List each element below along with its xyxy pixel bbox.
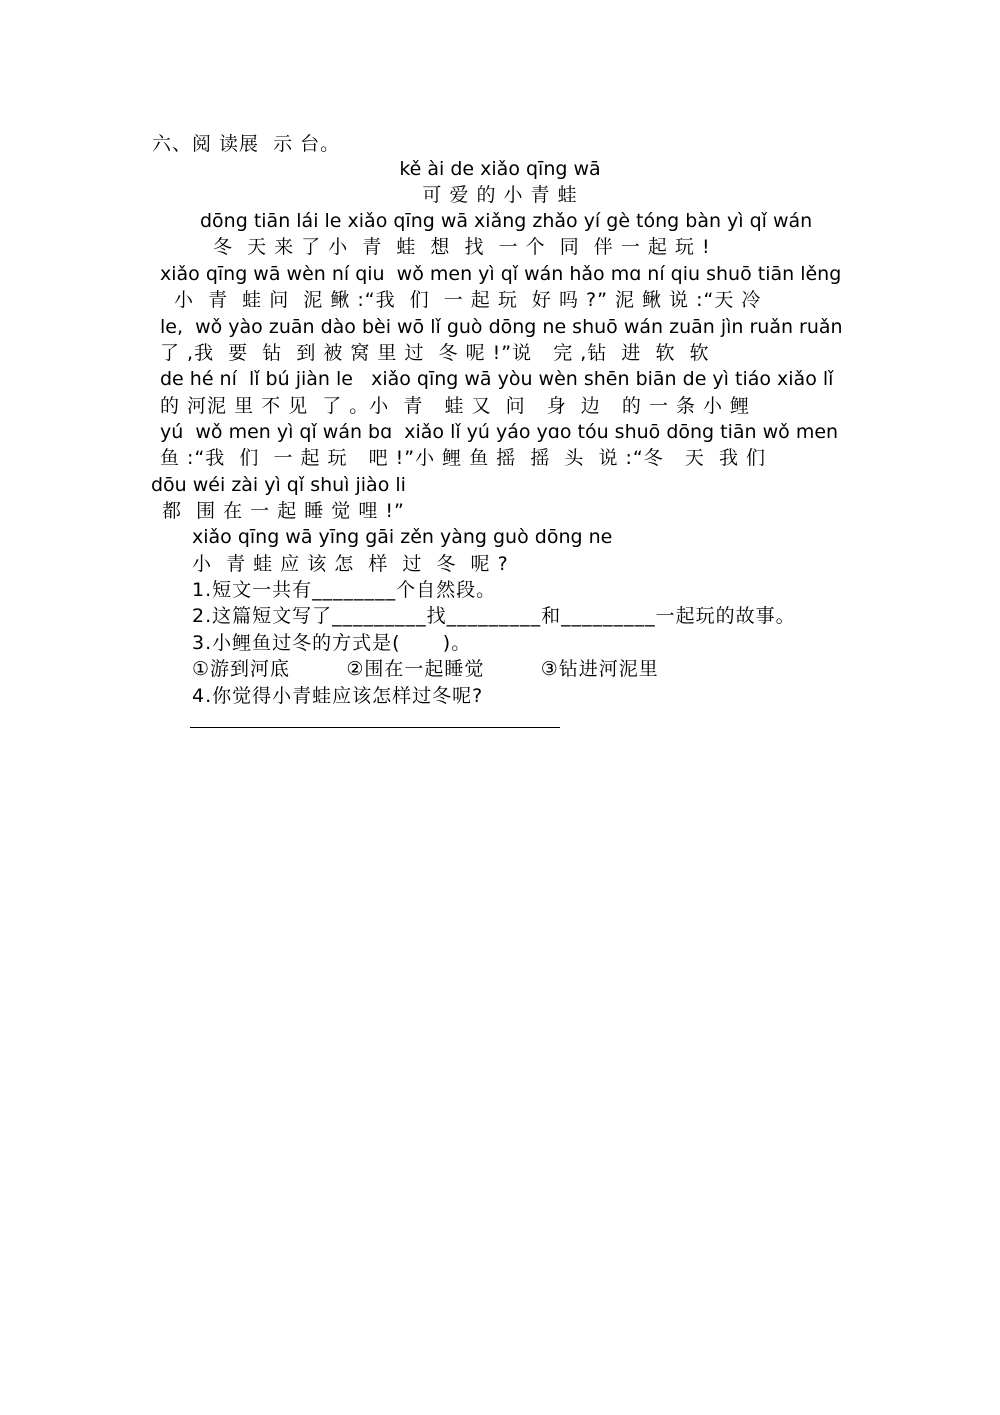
answer-line bbox=[190, 727, 560, 728]
passage-line-4-hanzi: 的 河泥 里 不 见 了 。小 青 蛙 又 问 身 边 的 一 条 小 鲤 bbox=[160, 395, 751, 417]
passage-line-1-pinyin: dōng tiān lái le xiǎo qīng wā xiǎng zhǎo yí gè tóng bàn yì qǐ wán bbox=[200, 210, 813, 232]
passage-line-5-hanzi: 鱼 :“我 们 一 起 玩 吧 !”小 鲤 鱼 摇 摇 头 说 :“冬 天 我 们 bbox=[160, 447, 767, 469]
passage-line-6-hanzi: 都 围 在 一 起 睡 觉 哩 !” bbox=[162, 500, 405, 522]
passage-title: 可 爱 的 小 青 蛙 bbox=[422, 184, 578, 206]
question-3-options: ①游到河底 ②围在一起睡觉 ③钻进河泥里 bbox=[192, 658, 659, 680]
passage-line-2-pinyin: xiǎo qīng wā wèn ní qiu wǒ men yì qǐ wán hǎo mɑ ní qiu shuō tiān lěng bbox=[160, 263, 842, 285]
passage-line-2-hanzi: 小 青 蛙 问 泥 鳅 :“我 们 一 起 玩 好 吗 ?” 泥 鳅 说 :“天 冷 bbox=[174, 289, 762, 311]
passage-line-1-hanzi: 冬 天 来 了 小 青 蛙 想 找 一 个 同 伴 一 起 玩 ! bbox=[213, 236, 711, 258]
passage-title-pinyin: kě ài de xiǎo qīng wā bbox=[399, 158, 601, 180]
question-2: 2.这篇短文写了_________找_________和_________一起玩的故事。 bbox=[192, 605, 796, 627]
section-heading: 六、阅 读展 示 台。 bbox=[152, 133, 341, 155]
passage-line-3-hanzi: 了 ,我 要 钻 到 被 窝 里 过 冬 呢 !”说 完 ,钻 进 软 软 bbox=[160, 342, 710, 364]
passage-question-pinyin: xiǎo qīng wā yīng gāi zěn yàng guò dōng ne bbox=[192, 526, 613, 548]
passage-line-5-pinyin: yú wǒ men yì qǐ wán bɑ xiǎo lǐ yú yáo yɑo tóu shuō dōng tiān wǒ men bbox=[160, 421, 839, 443]
passage-line-6-pinyin: dōu wéi zài yì qǐ shuì jiào li bbox=[151, 474, 406, 496]
passage-question-hanzi: 小 青 蛙 应 该 怎 样 过 冬 呢 ? bbox=[192, 553, 509, 575]
passage-line-3-pinyin: le, wǒ yào zuān dào bèi wō lǐ guò dōng ne shuō wán zuān jìn ruǎn ruǎn bbox=[160, 316, 843, 338]
question-3: 3.小鲤鱼过冬的方式是( )。 bbox=[192, 632, 472, 654]
question-4: 4.你觉得小青蛙应该怎样过冬呢? bbox=[192, 685, 484, 707]
passage-line-4-pinyin: de hé ní lǐ bú jiàn le xiǎo qīng wā yòu wèn shēn biān de yì tiáo xiǎo lǐ bbox=[160, 368, 834, 390]
question-1: 1.短文一共有________个自然段。 bbox=[192, 579, 497, 601]
